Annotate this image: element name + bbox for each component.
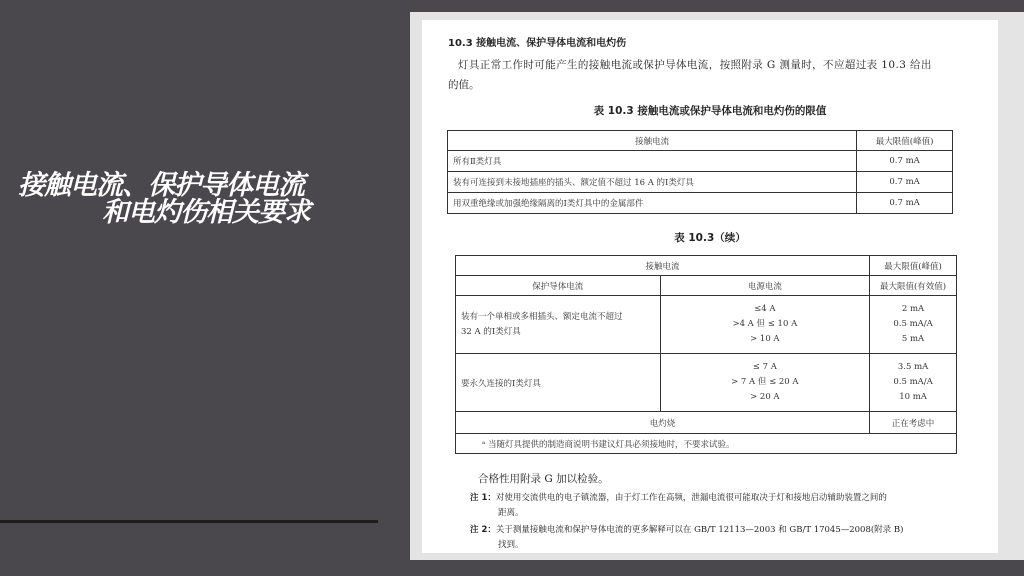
table2-row2-value-2: 0.5 mA/A: [893, 377, 933, 387]
table1-row1-desc: 所有Ⅱ类灯具: [448, 151, 857, 172]
note2-label: 注 2：: [470, 525, 496, 535]
table1-row2-desc: 装有可连接到未接地插座的插头、额定值不超过 16 A 的Ⅰ类灯具: [448, 172, 857, 193]
note2-text: 关于测量接触电流和保护导体电流的更多解释可以在 GB/T 12113—2003 和 GB/T 17045—2008(附录 B): [495, 525, 904, 535]
table1-row2-value: 0.7 mA: [857, 172, 953, 193]
table2-row2-desc: 要永久连接的Ⅰ类灯具: [456, 354, 661, 412]
note1-continued: 距离。: [498, 508, 524, 518]
table2-row1-current-3: > 10 A: [750, 334, 780, 344]
protective-current-table: [455, 255, 957, 454]
table2-row1-desc-line1: 装有一个单相或多相插头、额定电流不超过: [461, 311, 623, 322]
table1-row3-value: 0.7 mA: [857, 193, 953, 214]
table2-row1-value-2: 0.5 mA/A: [893, 319, 933, 329]
note2: [470, 523, 903, 535]
note1: [470, 491, 887, 503]
table2-row1-current-1: ≤4 A: [754, 304, 776, 314]
table2-row1-value-3: 5 mA: [901, 334, 925, 344]
table2-row2-currents: [660, 354, 870, 412]
table2-caption: 表 10.3（续）: [674, 232, 746, 244]
table2-row2-current-3: > 20 A: [750, 392, 780, 402]
table1-header-touch-current: 接触电流: [448, 131, 857, 151]
table2-header-max-rms: 最大限值(有效值): [870, 276, 957, 296]
table2-row2-value-3: 10 mA: [899, 392, 927, 402]
table2-row1-value-1: 2 mA: [901, 304, 925, 314]
table1-row1-value: 0.7 mA: [857, 151, 953, 172]
intro-paragraph-line1: 灯具正常工作时可能产生的接触电流或保护导体电流，按照附录 G 测量时，不应超过表 10.3 给出: [458, 59, 932, 71]
table2-row2-current-2: > 7 A 但 ≤ 20 A: [731, 377, 799, 387]
section-heading: 10.3 接触电流、保护导体电流和电灼伤: [448, 38, 627, 49]
table2-burn-value: 正在考虑中: [870, 412, 957, 434]
note1-text: 对使用交流供电的电子镇流器，由于灯工作在高频，泄漏电流很可能取决于灯和接地启动辅助装置之间的: [495, 493, 887, 503]
table2-row1-currents: [660, 296, 870, 354]
table2-header-touch-current: 接触电流: [456, 256, 870, 276]
conformity-statement: 合格性用附录 G 加以检验。: [478, 473, 609, 485]
slide-title: [18, 172, 378, 226]
table2-row1-current-2: >4 A 但 ≤ 10 A: [732, 319, 798, 329]
table2-header-protective-current: 保护导体电流: [456, 276, 661, 296]
note2-continued: 找到。: [498, 540, 524, 550]
table2-row2-current-1: ≤ 7 A: [752, 362, 777, 372]
table2-header-supply-current: 电源电流: [660, 276, 870, 296]
table2-row2-values: [870, 354, 957, 412]
slide-title-line2: 和电灼伤相关要求: [102, 197, 310, 228]
decorative-divider: [0, 520, 378, 523]
table1-header-max-peak: 最大限值(峰值): [857, 131, 953, 151]
slide-title-line1: 接触电流、保护导体电流: [18, 170, 304, 201]
touch-current-table: [447, 130, 953, 214]
table2-row1-desc: [456, 296, 661, 354]
note1-label: 注 1：: [470, 493, 496, 503]
table2-row2-value-1: 3.5 mA: [897, 362, 929, 372]
intro-paragraph-line2: 的值。: [448, 79, 480, 91]
table1-caption: 表 10.3 接触电流或保护导体电流和电灼伤的限值: [593, 105, 827, 117]
table1-row3-desc: 用双重绝缘或加强绝缘隔离的Ⅰ类灯具中的金属部件: [448, 193, 857, 214]
table2-burn-label: 电灼烧: [456, 412, 870, 434]
table2-row1-desc-line2: 32 A 的Ⅰ类灯具: [461, 326, 521, 337]
table2-row1-values: [870, 296, 957, 354]
table2-header-max-peak: 最大限值(峰值): [870, 256, 957, 276]
table2-footnote: ᵃ 当随灯具提供的制造商说明书建议灯具必须接地时，不要求试验。: [456, 434, 957, 454]
standard-document-scan: [422, 20, 998, 553]
